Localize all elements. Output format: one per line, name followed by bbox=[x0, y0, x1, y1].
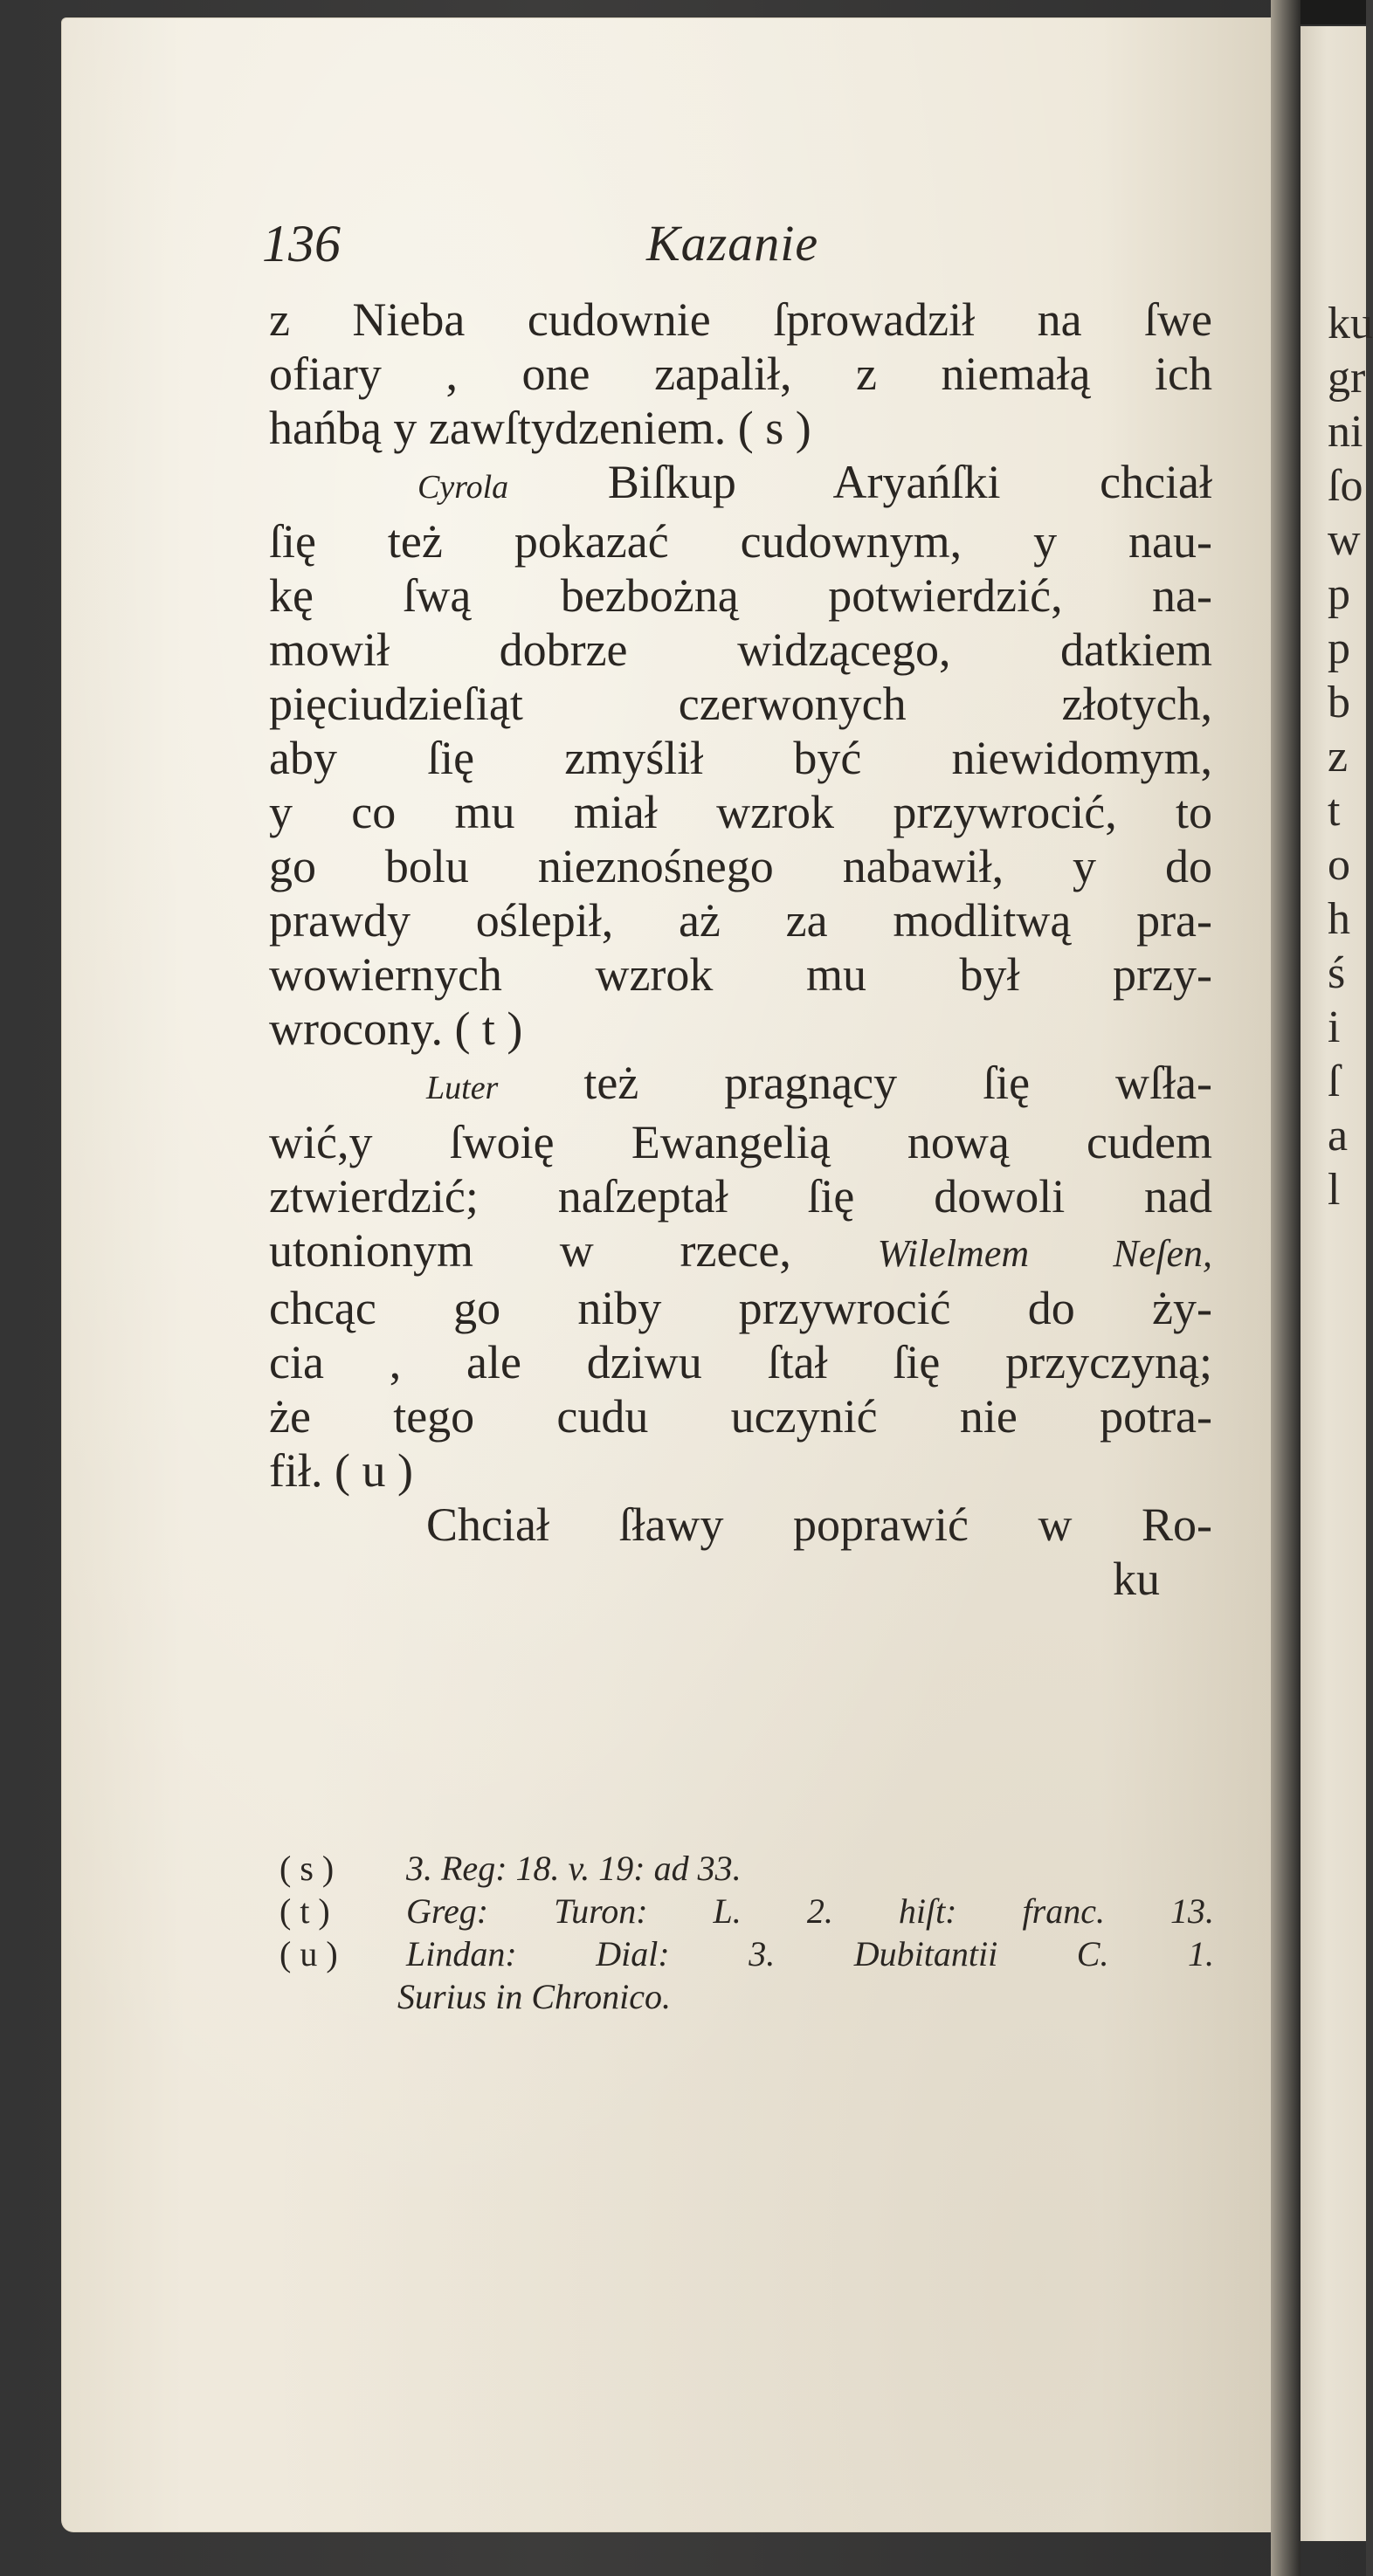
text-line: prawdy oślepił, aż za modlitwą pra- bbox=[269, 894, 1212, 947]
text-fragment: Biſkup Aryańſki chciał bbox=[607, 456, 1213, 508]
text-line-with-name bbox=[269, 1223, 1212, 1281]
text-line: z Nieba cudownie ſprowadził na ſwe bbox=[269, 293, 1212, 346]
facing-page-text-edge bbox=[1328, 297, 1373, 1217]
text-line: ztwierdzić; naſzeptał ſię dowoli nad bbox=[269, 1170, 1212, 1223]
text-line: wić,y ſwoię Ewangelią nową cudem bbox=[269, 1116, 1212, 1168]
footnote-mark: ( u ) bbox=[279, 1934, 338, 1973]
edge-glyph: ś bbox=[1328, 948, 1346, 998]
footnote bbox=[279, 1847, 1214, 1890]
footnote-continuation: Surius in Chronico. bbox=[397, 1977, 671, 2016]
text-line: że tego cudu uczynić nie potra- bbox=[269, 1390, 1212, 1443]
footnote bbox=[279, 1890, 1214, 1932]
edge-glyph: a bbox=[1328, 1111, 1349, 1161]
edge-glyph: o bbox=[1328, 840, 1350, 890]
edge-glyph: h bbox=[1328, 894, 1350, 944]
text-line: y co mu miał wzrok przywrocić, to bbox=[269, 786, 1212, 838]
text-fragment: też pragnący ſię wſła- bbox=[583, 1057, 1212, 1109]
footnote-mark: ( s ) bbox=[279, 1849, 335, 1888]
footnote-text: 3. Reg: 18. v. 19: ad 33. bbox=[406, 1849, 742, 1888]
text-line: mowił dobrze widzącego, datkiem bbox=[269, 623, 1212, 676]
edge-glyph: ku bbox=[1328, 299, 1373, 348]
footnotes bbox=[279, 1847, 1214, 2018]
text-line: wrocony. ( t ) bbox=[269, 1002, 523, 1055]
name-wilhelm: Wilelmem Neſen, bbox=[877, 1232, 1212, 1275]
text-line: go bolu nieznośnego nabawił, y do bbox=[269, 840, 1212, 892]
side-name-cyrola: Cyrola bbox=[417, 469, 509, 506]
text-line: chcąc go niby przywrocić do ży- bbox=[269, 1282, 1212, 1334]
edge-glyph: w bbox=[1328, 515, 1361, 565]
edge-glyph: ni bbox=[1328, 407, 1363, 457]
edge-glyph: l bbox=[1328, 1165, 1341, 1215]
text-line: Chciał ſławy poprawić w Ro- bbox=[426, 1498, 1212, 1551]
edge-glyph: ſo bbox=[1328, 461, 1363, 511]
text-line: ſię też pokazać cudownym, y nau- bbox=[269, 515, 1212, 568]
text-line-with-side-name bbox=[269, 1056, 1212, 1115]
book-gutter bbox=[1271, 0, 1301, 2576]
edge-glyph: t bbox=[1328, 786, 1341, 836]
text-fragment: utonionym w rzece, bbox=[269, 1224, 791, 1277]
edge-glyph: z bbox=[1328, 732, 1349, 782]
edge-glyph: b bbox=[1328, 678, 1350, 727]
text-line: cia , ale dziwu ſtał ſię przyczyną; bbox=[269, 1336, 1212, 1388]
page-number: 136 bbox=[262, 215, 341, 272]
footnote bbox=[279, 1932, 1214, 1975]
catchword: ku bbox=[1113, 1553, 1160, 1605]
footnote-text: Greg: Turon: L. 2. hiſt: franc. 13. bbox=[406, 1891, 1214, 1931]
edge-glyph: i bbox=[1328, 1002, 1341, 1052]
text-line: aby ſię zmyślił być niewidomym, bbox=[269, 732, 1212, 784]
edge-glyph: p bbox=[1328, 623, 1350, 673]
running-head: Kazanie bbox=[646, 215, 819, 272]
edge-glyph: ſ bbox=[1328, 1057, 1341, 1106]
footnote-text: Lindan: Dial: 3. Dubitantii C. 1. bbox=[406, 1934, 1214, 1973]
text-line-with-side-name bbox=[269, 455, 1212, 514]
text-line: wowiernych wzrok mu był przy- bbox=[269, 948, 1212, 1001]
text-line: hańbą y zawſtydzeniem. ( s ) bbox=[269, 402, 811, 454]
text-line: kę ſwą bezbożną potwierdzić, na- bbox=[269, 569, 1212, 622]
text-line: ofiary , one zapalił, z niemałą ich bbox=[269, 348, 1212, 400]
page-header bbox=[262, 214, 1205, 293]
edge-glyph: p bbox=[1328, 569, 1350, 619]
edge-glyph: gr bbox=[1328, 353, 1366, 403]
text-line: pięciudzieſiąt czerwonych złotych, bbox=[269, 678, 1212, 730]
side-name-luter: Luter bbox=[426, 1070, 499, 1106]
body-text bbox=[269, 293, 1212, 1606]
text-line: fił. ( u ) bbox=[269, 1444, 413, 1497]
footnote-mark: ( t ) bbox=[279, 1891, 330, 1931]
